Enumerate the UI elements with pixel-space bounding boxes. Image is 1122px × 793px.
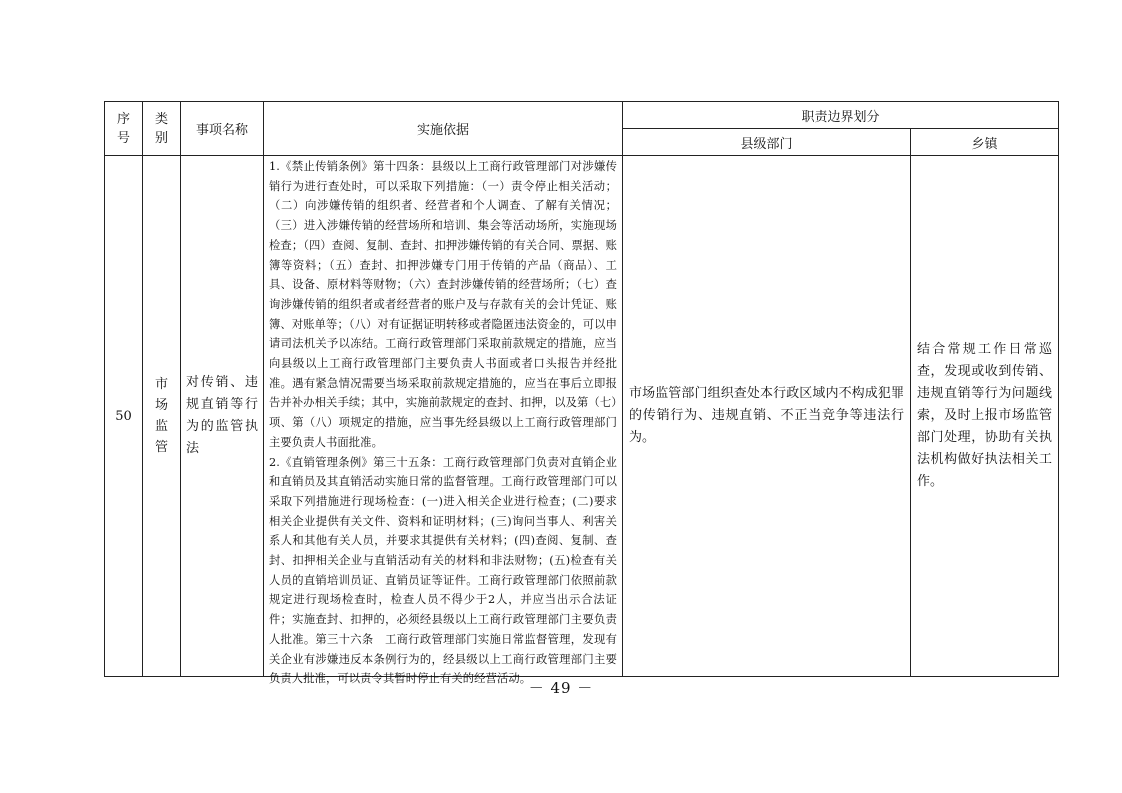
cell-category-text: 市场监管 — [154, 377, 168, 455]
basis-paragraph-2: 2.《直销管理条例》第三十五条：工商行政管理部门负责对直销企业和直销员及其直销活动实施日常的监督管理。工商行政管理部门可以采取下列措施进行现场检查：(一)进入相关企业进行检查；(二)要求相关企业提供有关文件、资料和证明材料；(三)询问当事人、利害关系人和其他有关人员，并要求其提供有关材料；(四)查阅、复制、查封、扣押相关企业与直销活动有关的材料和非法财物；(五)检查有关人员的直销培训员证、直销员证等证件。工商行政管理部门依照前款规定进行现场检查时，检查人员不得少于2人，并应当出示合法证件；实施查封、扣押的，必须经县级以上工商行政管理部门主要负责人批准。第三十六条 工商行政管理部门实施日常监督管理，发现有关企业有涉嫌违反本条例行为的，经县级以上工商行政管理部门主要负责人批准，可以责令其暂时停止有关的经营活动。 — [269, 455, 617, 686]
header-row-1 — [105, 102, 1059, 129]
header-seq — [105, 102, 143, 156]
cell-category — [143, 156, 181, 677]
header-item-name: 事项名称 — [181, 102, 264, 156]
cell-seq: 50 — [105, 156, 143, 677]
cell-township: 结合常规工作日常巡查，发现或收到传销、违规直销等行为问题线索，及时上报市场监管部门处理，协助有关执法机构做好执法相关工作。 — [911, 156, 1059, 677]
cell-basis — [264, 156, 623, 686]
page-number: － 49 － — [528, 679, 594, 697]
header-category — [143, 102, 181, 156]
table-row — [105, 156, 1059, 677]
basis-text-area — [269, 157, 617, 686]
header-category-label: 类别 — [154, 111, 168, 146]
header-county: 县级部门 — [623, 129, 911, 156]
header-basis: 实施依据 — [264, 102, 623, 156]
cell-item-name: 对传销、违规直销等行为的监管执法 — [181, 156, 264, 677]
header-township: 乡镇 — [911, 129, 1059, 156]
cell-county: 市场监管部门组织查处本行政区域内不构成犯罪的传销行为、违规直销、不正当竞争等违法行为。 — [623, 156, 911, 677]
basis-paragraph-1: 1.《禁止传销条例》第十四条：县级以上工商行政管理部门对涉嫌传销行为进行查处时，可以采取下列措施：（一）责令停止相关活动；（二）向涉嫌传销的组织者、经营者和个人调查、了解有关情况；（三）进入涉嫌传销的经营场所和培训、集会等活动场所，实施现场检查；（四）查阅、复制、查封、扣押涉嫌传销的有关合同、票据、账簿等资料；（五）查封、扣押涉嫌专门用于传销的产品（商品）、工具、设备、原材料等财物；（六）查封涉嫌传销的经营场所；（七）查询涉嫌传销的组织者或者经营者的账户及与存款有关的会计凭证、账簿、对账单等；（八）对有证据证明转移或者隐匿违法资金的，可以申请司法机关予以冻结。工商行政管理部门采取前款规定的措施，应当向县级以上工商行政管理部门主要负责人书面或者口头报告并经批准。遇有紧急情况需要当场采取前款规定措施的，应当在事后立即报告并补办相关手续；其中，实施前款规定的查封、扣押，以及第（七）项、第（八）项规定的措施，应当事先经县级以上工商行政管理部门主要负责人书面批准。 — [269, 160, 617, 449]
header-seq-label: 序号 — [116, 111, 130, 146]
duty-boundary-table — [104, 101, 1059, 686]
header-division: 职责边界划分 — [623, 102, 1059, 129]
